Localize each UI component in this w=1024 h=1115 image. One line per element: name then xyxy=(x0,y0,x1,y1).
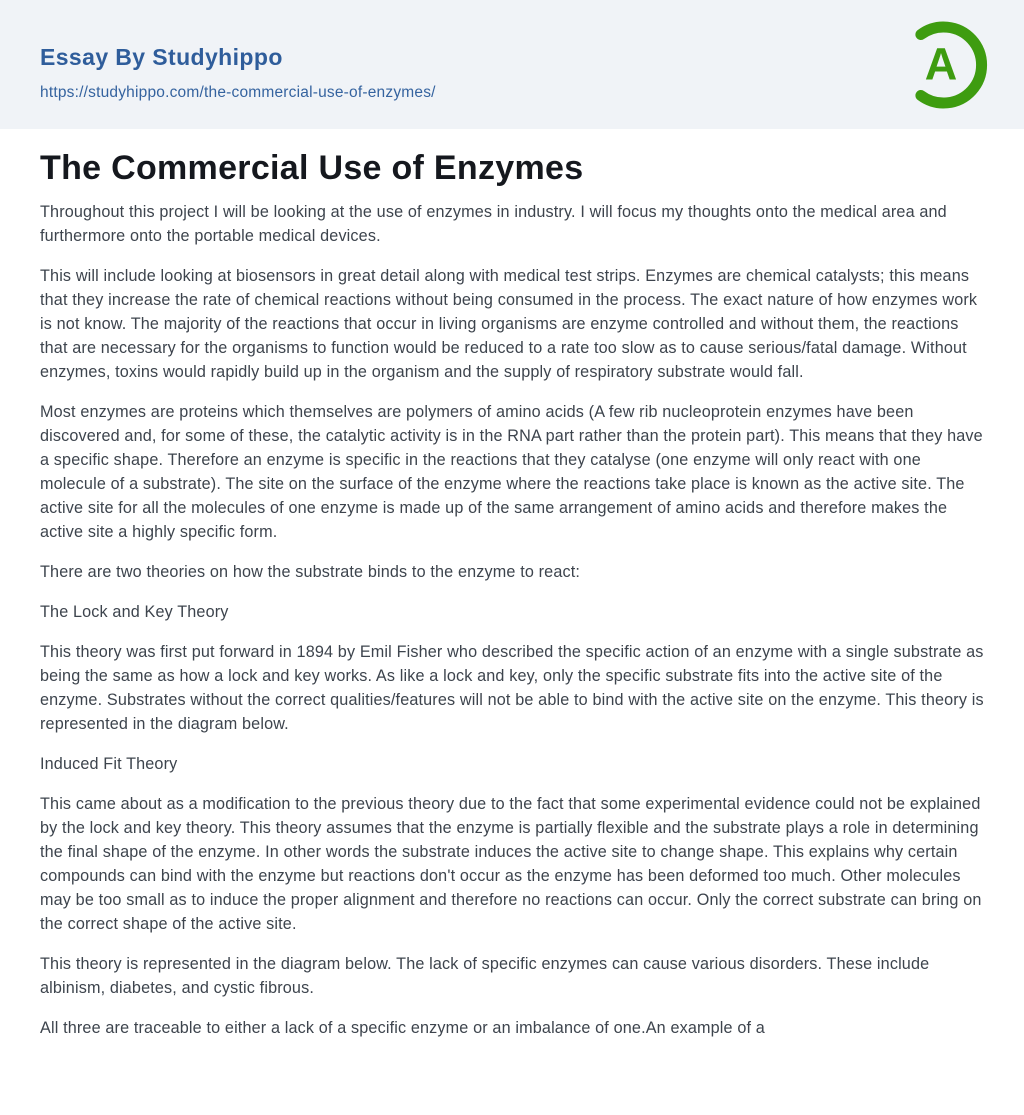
essay-paragraph-intro: Throughout this project I will be looking at the use of enzymes in industry. I will focus my thoughts onto the medical area and furthermore onto the portable medical devices. xyxy=(40,203,947,246)
essay-paragraph-biosensors: This will include looking at biosensors in great detail along with medical test strips. Enzymes are chemical catalysts; this means that they increase the rate of chemical reactions without being consumed in the process. The exact nature of how enzymes work is not know. The majority of the reactions that occur in living organisms are enzyme controlled and without them, the reactions that are necessary for the organisms to function would be reduced to a rate too slow as to cause serious/fatal damage. Without enzymes, toxins would rapidly build up in the organism and the supply of respiratory substrate would fall. xyxy=(40,267,978,382)
header xyxy=(0,0,1024,129)
essay-paragraph-lock-and-key: This theory was first put forward in 1894 by Emil Fisher who described the specific action of an enzyme with a single substrate as being the same as how a lock and key works. As like a lock and key, only the specific substrate fits into the active site of the enzyme. Substrates without the correct qualities/features will not be able to bind with the active site on the enzyme. This theory is represented in the diagram below. xyxy=(40,643,984,734)
essay-heading-lock-and-key: The Lock and Key Theory xyxy=(40,603,229,622)
essay-paragraph-disorders: This theory is represented in the diagram below. The lack of specific enzymes can cause various disorders. These include albinism, diabetes, and cystic fibrous. xyxy=(40,955,930,998)
essay-paragraph-two-theories: There are two theories on how the substrate binds to the enzyme to react: xyxy=(40,563,581,582)
essay-url-link[interactable]: https://studyhippo.com/the-commercial-use-of-enzymes/ xyxy=(40,84,436,101)
essay-content xyxy=(0,129,1024,1040)
header-text xyxy=(40,44,436,102)
studyhippo-logo-icon xyxy=(904,19,988,111)
essay-heading-induced-fit: Induced Fit Theory xyxy=(40,755,178,774)
logo-letter: A xyxy=(924,38,958,90)
essay-paragraph-traceable: All three are traceable to either a lack of a specific enzyme or an imbalance of one.An example of a xyxy=(40,1019,765,1038)
essay-paragraph-induced-fit: This came about as a modification to the previous theory due to the fact that some experimental evidence could not be explained by the lock and key theory. This theory assumes that the enzyme is partially flexible and the substrate plays a role in determining the final shape of the enzyme. In other words the substrate induces the active site to change shape. This explains why certain compounds can bind with the enzyme but reactions don't occur as the enzyme has been deformed too much. Other molecules may be too small as to induce the proper alignment and therefore no reactions can occur. Only the correct substrate can bring on the correct shape of the active site. xyxy=(40,795,982,934)
site-title: Essay By Studyhippo xyxy=(40,44,283,70)
essay-title: The Commercial Use of Enzymes xyxy=(40,149,584,187)
essay-paragraph-proteins: Most enzymes are proteins which themselves are polymers of amino acids (A few rib nucleoprotein enzymes have been discovered and, for some of these, the catalytic activity is in the RNA part rather than the protein part). This means that they have a specific shape. Therefore an enzyme is specific in the reactions that they catalyse (one enzyme will only react with one molecule of a substrate). The site on the surface of the enzyme where the reactions take place is known as the active site. The active site for all the molecules of one enzyme is made up of the same arrangement of amino acids and therefore makes the active site a highly specific form. xyxy=(40,403,983,542)
